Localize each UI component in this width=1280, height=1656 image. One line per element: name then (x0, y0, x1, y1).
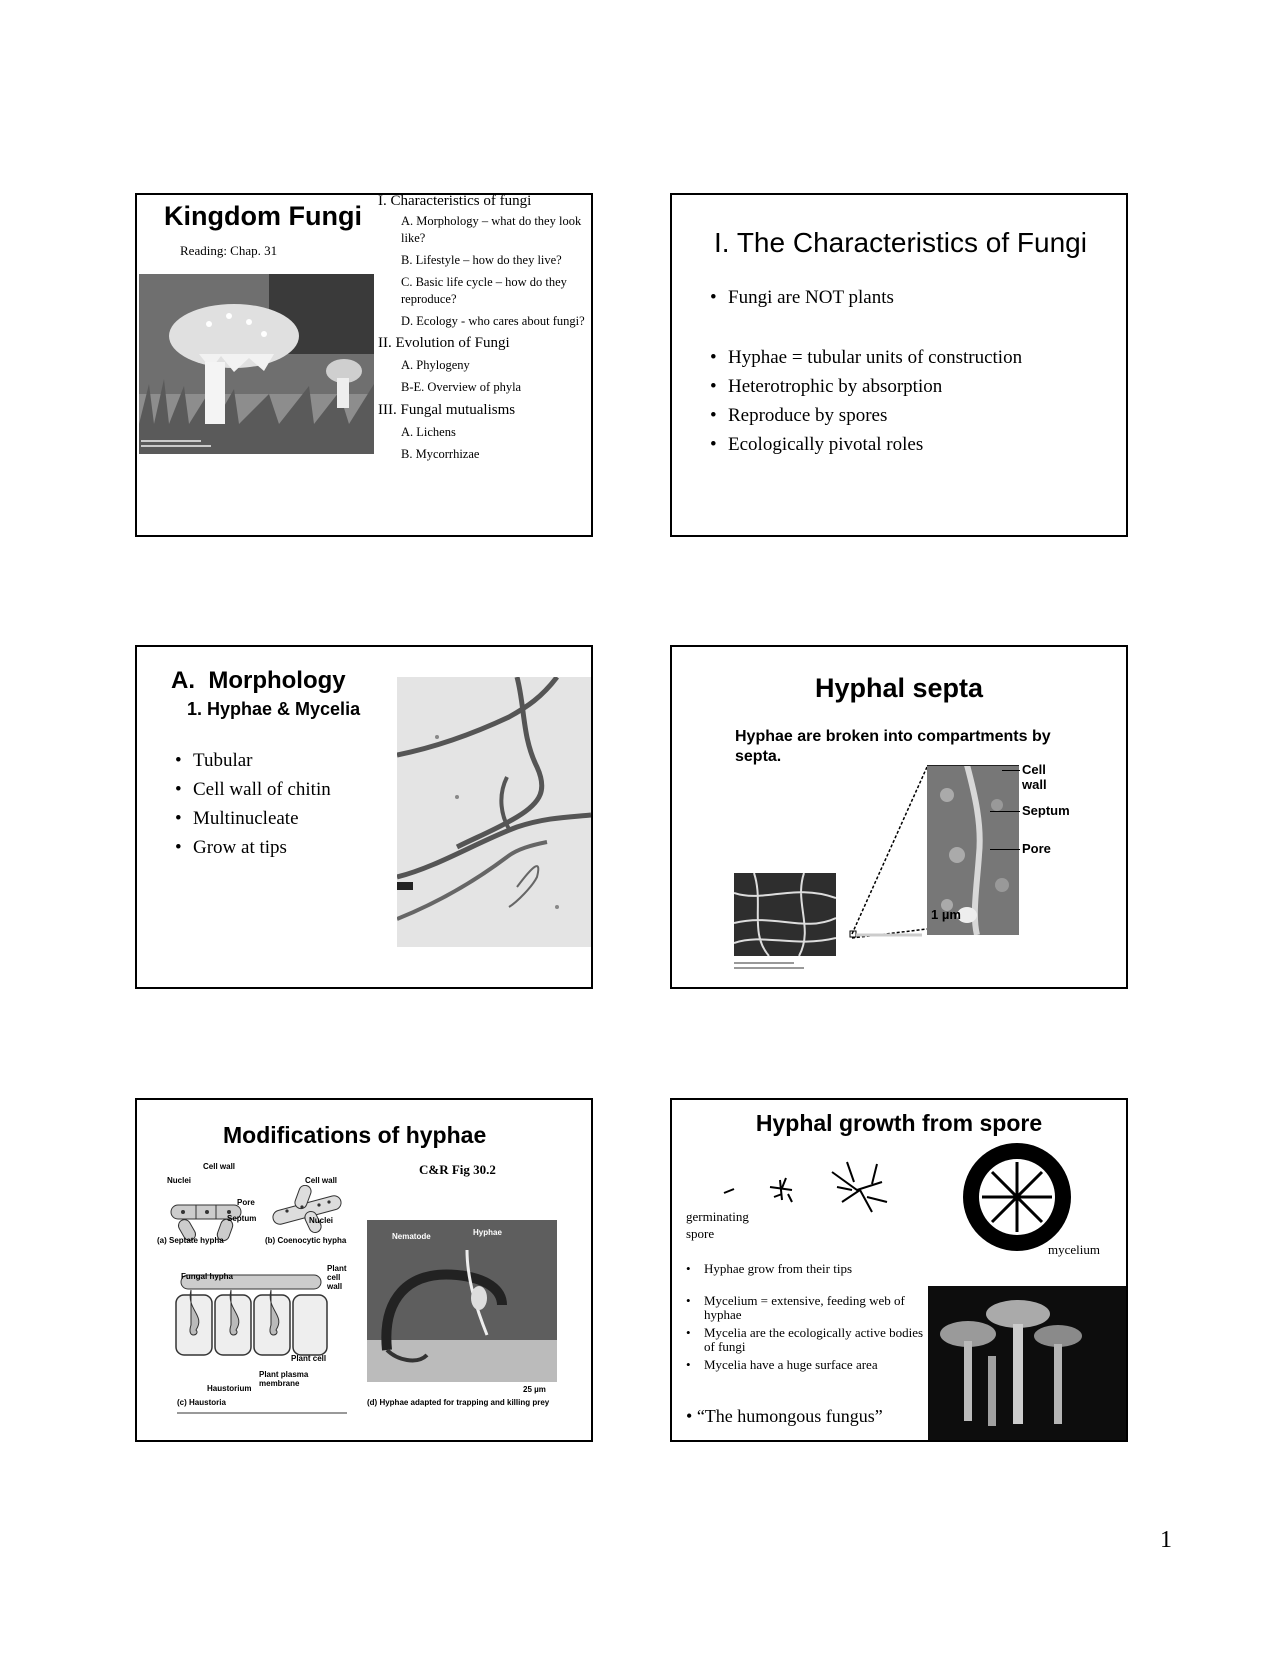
outline-item: C. Basic life cycle – how do they reproduce? (401, 275, 567, 306)
septum-micrograph (927, 765, 1019, 935)
slide-hyphal-septa (670, 645, 1128, 989)
slide5-title: Modifications of hyphae (223, 1122, 487, 1148)
label-nuclei-b: Nuclei (309, 1216, 334, 1225)
bullet-item: • Heterotrophic by absorption (710, 372, 1022, 401)
label-scale-25um: 25 µm (523, 1385, 546, 1394)
coenocytic-hypha-diagram (267, 1185, 347, 1235)
outline-item: III. Fungal mutualisms (378, 402, 516, 418)
slide-hyphal-growth (670, 1098, 1128, 1442)
slide1-reading: Reading: Chap. 31 (180, 243, 278, 258)
mycelium-icon (963, 1143, 1071, 1251)
outline-item: B. Lifestyle – how do they live? (401, 253, 562, 267)
mycelium-micrograph (734, 873, 836, 956)
small-mycelium-icon (770, 1178, 792, 1202)
slide5-figref: C&R Fig 30.2 (419, 1162, 496, 1177)
bullet-item: • Fungi are NOT plants (710, 283, 1022, 312)
photo-credit (141, 445, 211, 447)
slide4-caption: Hyphae are broken into compartments by septa. (735, 728, 1051, 765)
hyphae-micrograph (397, 677, 591, 947)
slide2-title: I. The Characteristics of Fungi (714, 227, 1087, 258)
slide-modifications (135, 1098, 593, 1442)
slide6-title: Hyphal growth from spore (755, 1110, 1043, 1136)
label-nematode: Nematode (392, 1232, 431, 1241)
slide3-subtitle: 1. Hyphae & Mycelia (187, 699, 361, 719)
label-septum: Septum (1022, 803, 1070, 818)
label-haustoria: (c) Haustoria (177, 1398, 226, 1407)
bullet-item: • Hyphae grow from their tips (686, 1262, 926, 1276)
bullet-item: • Mycelium = extensive, feeding web of hyphae (686, 1294, 926, 1322)
slide-kingdom-fungi (135, 193, 593, 537)
germinating-spore-label: germinating spore (686, 1209, 749, 1241)
label-haustorium: Haustorium (207, 1384, 252, 1393)
label-septum: Septum (227, 1214, 257, 1223)
quote-text: “The humongous fungus” (696, 1406, 883, 1426)
label-hyphae: Hyphae (473, 1228, 502, 1237)
label-plant-membrane: Plant plasma membrane (259, 1370, 309, 1388)
spore-icon (724, 1189, 734, 1193)
nematode-photo (367, 1220, 557, 1382)
bullet-item: • Tubular (175, 746, 331, 775)
figure-credit (734, 962, 794, 964)
cell-wall-pointer (1002, 770, 1020, 771)
bullet-item: • Grow at tips (175, 833, 331, 862)
pore-pointer (990, 849, 1020, 850)
slide3-bullets (175, 746, 331, 862)
label-septate-hypha: (a) Septate hypha (157, 1236, 224, 1245)
bullet-item: • Mycelia have a huge surface area (686, 1358, 926, 1372)
slide-morphology (135, 645, 593, 989)
outline-item: B. Mycorrhizae (401, 447, 480, 461)
slide1-title: Kingdom Fungi (164, 201, 362, 231)
hyphae-micrograph-icon (397, 677, 591, 947)
mycelium-network-icon (734, 873, 836, 956)
slide2-bullets (710, 283, 1022, 459)
label-pore: Pore (1022, 841, 1051, 856)
label-cell-wall-b: Cell wall (305, 1176, 338, 1185)
bullet-item: • Hyphae = tubular units of construction (710, 343, 1022, 372)
outline-item: B-E. Overview of phyla (401, 380, 522, 394)
outline-item: A. Phylogeny (401, 358, 470, 372)
nematode-trap-icon (367, 1220, 557, 1382)
slide4-title: Hyphal septa (814, 673, 984, 703)
mycelium-label: mycelium (1048, 1242, 1100, 1257)
amanita-mushroom-icon (139, 274, 374, 454)
label-nuclei-a: Nuclei (167, 1176, 192, 1185)
septum-pointer (990, 811, 1020, 812)
slide-characteristics (670, 193, 1128, 537)
armillaria-mushrooms-icon (928, 1286, 1126, 1440)
outline-item: II. Evolution of Fungi (378, 335, 510, 351)
bullet-item: • Ecologically pivotal roles (710, 430, 1022, 459)
bullet-item: • Cell wall of chitin (175, 775, 331, 804)
medium-mycelium-icon (832, 1162, 887, 1212)
label-plant-cell-wall: Plant cell wall (327, 1264, 347, 1291)
outline-item: A. Lichens (401, 425, 456, 439)
label-trapping: (d) Hyphae adapted for trapping and killing prey (367, 1398, 550, 1407)
bullet-item: • Mycelia are the ecologically active bodies of fungi (686, 1326, 926, 1354)
label-cell-wall: Cell wall (1022, 762, 1047, 792)
photo-credit (141, 440, 201, 442)
copyright-line (177, 1412, 347, 1414)
scale-bar-label: 1 µm (931, 907, 961, 922)
quote-bullet: • (686, 1406, 697, 1426)
outline-item: I. Characteristics of fungi (378, 193, 532, 209)
outline-item: D. Ecology - who cares about fungi? (401, 314, 585, 328)
label-pore: Pore (237, 1198, 255, 1207)
label-fungal-hypha: Fungal hypha (181, 1272, 233, 1281)
mushroom-cluster-photo (928, 1286, 1126, 1440)
label-cell-wall-a: Cell wall (203, 1162, 236, 1171)
slide6-bullets (686, 1262, 926, 1372)
figure-credit (734, 967, 804, 969)
slide1-outline (378, 191, 592, 463)
humongous-fungus-quote (686, 1406, 883, 1427)
outline-item: A. Morphology – what do they look like? (401, 214, 582, 245)
slide3-title: A. Morphology (171, 667, 346, 694)
bullet-item: • Reproduce by spores (710, 401, 1022, 430)
mushroom-photo (139, 274, 374, 454)
label-coenocytic-hypha: (b) Coenocytic hypha (265, 1236, 347, 1245)
page-number: 1 (1160, 1527, 1172, 1553)
bullet-item: • Multinucleate (175, 804, 331, 833)
label-plant-cell: Plant cell (291, 1354, 327, 1363)
